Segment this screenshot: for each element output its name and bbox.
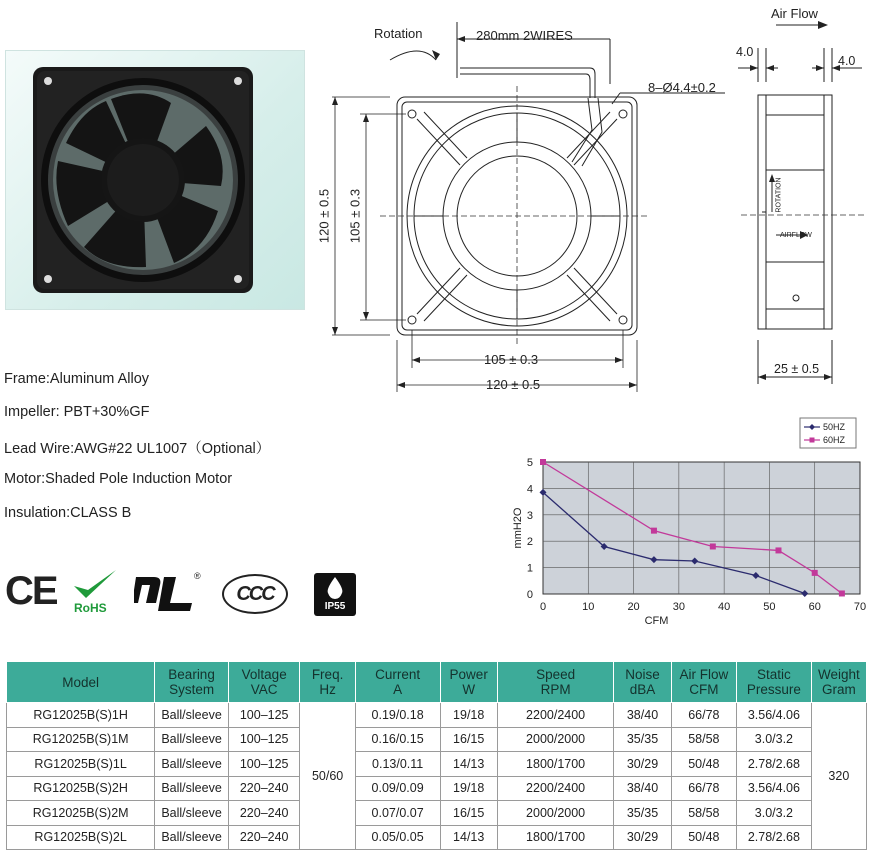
- x-tick-label: 0: [539, 601, 547, 613]
- table-row: [7, 703, 867, 728]
- header-speed: Speed RPM: [497, 662, 614, 703]
- cell-power: 16/15: [440, 727, 497, 752]
- ul-logo: [134, 571, 201, 618]
- rohs-check-icon: [70, 568, 120, 602]
- performance-chart: [505, 410, 874, 635]
- header-current: Current A: [355, 662, 440, 703]
- cell-pressure: 3.0/3.2: [737, 801, 812, 826]
- cell-power: 14/13: [440, 825, 497, 850]
- table-row: [7, 752, 867, 777]
- cell-power: 19/18: [440, 776, 497, 801]
- wires-label: 280mm 2WIRES: [476, 28, 573, 43]
- header-power: Power W: [440, 662, 497, 703]
- spec-impeller: Impeller: PBT+30%GF: [4, 404, 150, 420]
- y-tick-label: 2: [526, 536, 533, 549]
- ce-logo: CE: [5, 569, 57, 613]
- cell-noise: 38/40: [614, 776, 671, 801]
- cell-noise: 38/40: [614, 703, 671, 728]
- y-tick-label: 0: [526, 589, 533, 601]
- cell-speed: 1800/1700: [497, 752, 614, 777]
- table-row: [7, 727, 867, 752]
- table-row: [7, 776, 867, 801]
- cell-model: RG12025B(S)2M: [7, 801, 155, 826]
- cell-bearing: Ball/sleeve: [155, 801, 229, 826]
- header-model: Model: [7, 662, 155, 703]
- cell-pressure: 3.56/4.06: [737, 703, 812, 728]
- data-point-60hz: [540, 459, 546, 465]
- ccc-logo: [222, 574, 288, 614]
- x-tick-label: 70: [853, 601, 867, 613]
- cell-airflow: 66/78: [671, 776, 736, 801]
- cell-airflow: 58/58: [671, 727, 736, 752]
- cell-noise: 35/35: [614, 727, 671, 752]
- cell-noise: 35/35: [614, 801, 671, 826]
- data-point-60hz: [839, 590, 845, 596]
- cell-current: 0.05/0.05: [355, 825, 440, 850]
- holes-label: 8–Ø4.4±0.2: [648, 80, 716, 95]
- y-tick-label: 5: [526, 457, 533, 469]
- cell-current: 0.19/0.18: [355, 703, 440, 728]
- header-voltage: Voltage VAC: [228, 662, 300, 703]
- cell-bearing: Ball/sleeve: [155, 825, 229, 850]
- cell-speed: 2200/2400: [497, 776, 614, 801]
- ul-mark-icon: [134, 573, 198, 613]
- x-tick-label: 10: [582, 601, 595, 613]
- cell-voltage: 220–240: [228, 801, 300, 826]
- cell-bearing: Ball/sleeve: [155, 703, 229, 728]
- cell-power: 14/13: [440, 752, 497, 777]
- header-freq: Freq. Hz: [300, 662, 355, 703]
- cell-noise: 30/29: [614, 825, 671, 850]
- x-tick-label: 40: [718, 601, 731, 613]
- fan-photo: [5, 50, 305, 310]
- cell-speed: 2200/2400: [497, 703, 614, 728]
- cell-bearing: Ball/sleeve: [155, 752, 229, 777]
- cell-weight: 320: [811, 703, 866, 850]
- spec-table: [6, 661, 867, 850]
- side-airflow-label: AIRFLOW: [780, 232, 812, 239]
- cell-airflow: 50/48: [671, 752, 736, 777]
- x-tick-label: 30: [672, 601, 685, 613]
- data-point-60hz: [812, 570, 818, 576]
- cell-current: 0.09/0.09: [355, 776, 440, 801]
- data-point-60hz: [775, 547, 781, 553]
- cell-voltage: 100–125: [228, 752, 300, 777]
- cell-current: 0.07/0.07: [355, 801, 440, 826]
- ul-registered-mark: ®: [194, 571, 201, 581]
- header-bearing: Bearing System: [155, 662, 229, 703]
- side-rotation-label: ROTATION: [775, 177, 783, 213]
- cell-power: 19/18: [440, 703, 497, 728]
- cell-speed: 1800/1700: [497, 825, 614, 850]
- x-axis-label: CFM: [644, 615, 669, 627]
- y-tick-label: 1: [526, 562, 533, 575]
- rotation-label: Rotation: [374, 26, 423, 41]
- cell-current: 0.16/0.15: [355, 727, 440, 752]
- front-view-drawing: [320, 0, 740, 400]
- cell-pressure: 3.56/4.06: [737, 776, 812, 801]
- spec-motor: Motor:Shaded Pole Induction Motor: [4, 471, 233, 487]
- cell-airflow: 58/58: [671, 801, 736, 826]
- dim-4-left: 4.0: [736, 45, 754, 59]
- cell-airflow: 66/78: [671, 703, 736, 728]
- cell-model: RG12025B(S)1H: [7, 703, 155, 728]
- dim-4-right: 4.0: [838, 54, 856, 68]
- cell-model: RG12025B(S)1M: [7, 727, 155, 752]
- legend-label-60hz: 60HZ: [823, 435, 846, 445]
- dim-105-vertical: 105 ± 0.3: [347, 188, 363, 244]
- cell-model: RG12025B(S)2L: [7, 825, 155, 850]
- water-drop-icon: [314, 573, 356, 603]
- dim-120-vertical: 120 ± 0.5: [316, 188, 332, 244]
- x-tick-label: 20: [627, 601, 640, 613]
- x-tick-label: 50: [763, 601, 776, 613]
- header-pressure: Static Pressure: [737, 662, 812, 703]
- dim-120-horizontal: 120 ± 0.5: [486, 377, 541, 392]
- fan-photo-image: [6, 51, 306, 311]
- spec-insulation: Insulation:CLASS B: [4, 505, 132, 521]
- cell-voltage: 100–125: [228, 703, 300, 728]
- cell-bearing: Ball/sleeve: [155, 727, 229, 752]
- cell-voltage: 220–240: [228, 825, 300, 850]
- header-weight: Weight Gram: [811, 662, 866, 703]
- y-tick-label: 3: [526, 509, 533, 522]
- cell-speed: 2000/2000: [497, 801, 614, 826]
- header-airflow: Air Flow CFM: [671, 662, 736, 703]
- table-row: [7, 801, 867, 826]
- airflow-label: Air Flow: [771, 6, 818, 21]
- legend-marker-60hz: [810, 438, 815, 443]
- table-row: [7, 825, 867, 850]
- spec-frame: Frame:Aluminum Alloy: [4, 371, 150, 387]
- y-axis-label: mmH2O: [512, 507, 524, 549]
- legend-label-50hz: 50HZ: [823, 422, 846, 432]
- ip55-text: IP55: [324, 601, 346, 612]
- cell-airflow: 50/48: [671, 825, 736, 850]
- cell-freq: 50/60: [300, 703, 355, 850]
- rohs-logo: [70, 568, 120, 618]
- dim-25: 25 ± 0.5: [774, 362, 820, 376]
- header-noise: Noise dBA: [614, 662, 671, 703]
- cell-pressure: 2.78/2.68: [737, 752, 812, 777]
- ccc-text: CCC: [236, 583, 274, 605]
- cell-bearing: Ball/sleeve: [155, 776, 229, 801]
- cell-pressure: 3.0/3.2: [737, 727, 812, 752]
- cell-power: 16/15: [440, 801, 497, 826]
- cell-noise: 30/29: [614, 752, 671, 777]
- ip55-logo: [314, 573, 356, 616]
- cell-pressure: 2.78/2.68: [737, 825, 812, 850]
- cell-model: RG12025B(S)1L: [7, 752, 155, 777]
- x-tick-label: 60: [808, 601, 821, 613]
- cell-speed: 2000/2000: [497, 727, 614, 752]
- data-point-60hz: [710, 543, 716, 549]
- cell-current: 0.13/0.11: [355, 752, 440, 777]
- y-tick-label: 4: [526, 483, 533, 496]
- spec-lead-wire: Lead Wire:AWG#22 UL1007（Optional）: [4, 441, 271, 457]
- table-header-row: [7, 662, 867, 703]
- dim-105-horizontal: 105 ± 0.3: [484, 352, 539, 367]
- cell-voltage: 220–240: [228, 776, 300, 801]
- data-point-60hz: [651, 528, 657, 534]
- rohs-text: RoHS: [74, 601, 107, 615]
- cell-voltage: 100–125: [228, 727, 300, 752]
- cell-model: RG12025B(S)2H: [7, 776, 155, 801]
